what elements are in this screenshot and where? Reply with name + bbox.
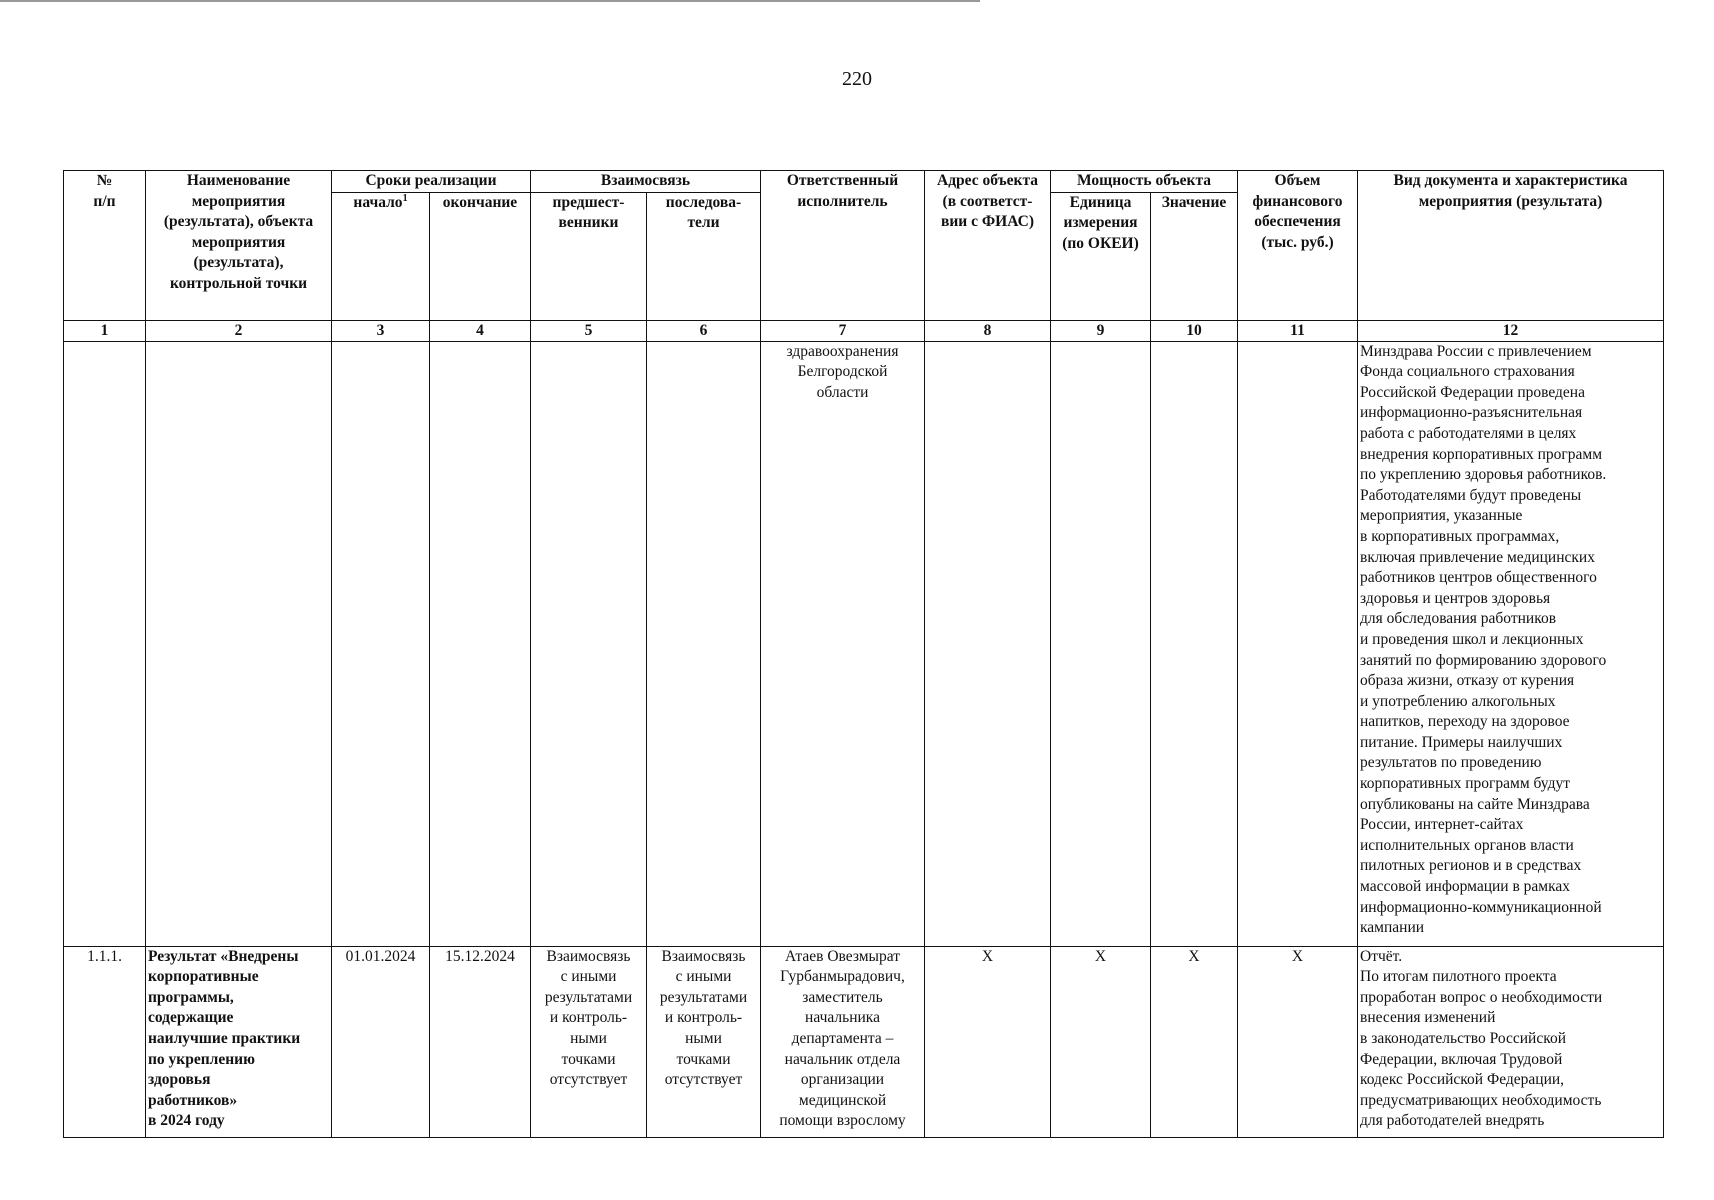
cell-address xyxy=(925,341,1051,946)
table-row xyxy=(64,341,1664,946)
header-row-1 xyxy=(64,171,1664,193)
cell-value: Х xyxy=(1151,946,1238,1137)
column-number: 6 xyxy=(647,320,761,341)
cell-start: 01.01.2024 xyxy=(332,946,430,1137)
header-end: окончание xyxy=(430,192,531,320)
cell-value xyxy=(1151,341,1238,946)
table-row xyxy=(64,946,1664,1137)
page-number: 220 xyxy=(842,68,872,90)
column-number: 11 xyxy=(1238,320,1358,341)
cell-no xyxy=(64,341,146,946)
column-number: 12 xyxy=(1358,320,1664,341)
column-number: 7 xyxy=(761,320,925,341)
cell-no: 1.1.1. xyxy=(64,946,146,1137)
header-start-footnote: 1 xyxy=(402,192,408,204)
header-successors: последова- тели xyxy=(647,192,761,320)
cell-start xyxy=(332,341,430,946)
cell-predecessors: Взаимосвязь с иными результатами и контроль- ными точками отсутствует xyxy=(531,946,647,1137)
cell-funding xyxy=(1238,341,1358,946)
cell-name: Результат «Внедрены корпоративные программы, содержащие наилучшие практики по укреплению здоровья работников» в 2024 году xyxy=(146,946,332,1137)
cell-end xyxy=(430,341,531,946)
header-start xyxy=(332,192,430,320)
header-address: Адрес объекта (в соответст- вии с ФИАС) xyxy=(925,171,1051,321)
cell-name xyxy=(146,341,332,946)
header-value: Значение xyxy=(1151,192,1238,320)
cell-predecessors xyxy=(531,341,647,946)
cell-successors: Взаимосвязь с иными результатами и контроль- ными точками отсутствует xyxy=(647,946,761,1137)
cell-executor: здравоохранения Белгородской области xyxy=(761,341,925,946)
top-scan-line xyxy=(0,0,980,2)
cell-description: Минздрава России с привлечением Фонда социального страхования Российской Федерации проведена информационно-разъяснительная работа с работодателями в целях внедрения корпоративных программ по укреплению здоровья работников. Работодателями будут проведены мероприятия, указанные в корпоративных программах, включая привлечение медицинских работников центров общественного здоровья и центров здоровья для обследования работников и проведения школ и лекционных занятий по формированию здорового образа жизни, отказу от курения и употреблению алкогольных напитков, переходу на здоровое питание. Примеры наилучших результатов по проведению корпоративных программ будут опубликованы на сайте Минздрава России, интернет-сайтах исполнительных органов власти пилотных регионов и в средствах массовой информации в рамках информационно-коммуникационной кампании xyxy=(1358,341,1664,946)
header-start-label: начало xyxy=(353,193,403,211)
column-number-row xyxy=(64,320,1664,341)
column-number: 9 xyxy=(1051,320,1151,341)
cell-address: Х xyxy=(925,946,1051,1137)
cell-description: Отчёт. По итогам пилотного проекта проработан вопрос о необходимости внесения изменений в законодательство Российской Федерации, включая Трудовой кодекс Российской Федерации, предусматривающих необходимость для работодателей внедрять xyxy=(1358,946,1664,1137)
column-number: 10 xyxy=(1151,320,1238,341)
header-funding: Объем финансового обеспечения (тыс. руб.) xyxy=(1238,171,1358,321)
cell-executor: Атаев Овезмырат Гурбанмырадович, заместитель начальника департамента – начальник отдела организации медицинской помощи взрослому xyxy=(761,946,925,1137)
cell-funding: Х xyxy=(1238,946,1358,1137)
header-unit: Единица измерения (по ОКЕИ) xyxy=(1051,192,1151,320)
events-table xyxy=(63,170,1664,1138)
column-number: 3 xyxy=(332,320,430,341)
cell-end: 15.12.2024 xyxy=(430,946,531,1137)
header-capacity-group: Мощность объекта xyxy=(1051,171,1238,193)
column-number: 4 xyxy=(430,320,531,341)
cell-unit: Х xyxy=(1051,946,1151,1137)
header-period-group: Сроки реализации xyxy=(332,171,531,193)
header-doc-type: Вид документа и характеристика мероприятия (результата) xyxy=(1358,171,1664,321)
header-link-group: Взаимосвязь xyxy=(531,171,761,193)
column-number: 5 xyxy=(531,320,647,341)
cell-successors xyxy=(647,341,761,946)
column-number: 1 xyxy=(64,320,146,341)
header-no: № п/п xyxy=(64,171,146,321)
cell-unit xyxy=(1051,341,1151,946)
header-predecessors: предшест- венники xyxy=(531,192,647,320)
header-executor: Ответственный исполнитель xyxy=(761,171,925,321)
header-name: Наименование мероприятия (результата), объекта мероприятия (результата), контрольной точки xyxy=(146,171,332,321)
column-number: 2 xyxy=(146,320,332,341)
column-number: 8 xyxy=(925,320,1051,341)
